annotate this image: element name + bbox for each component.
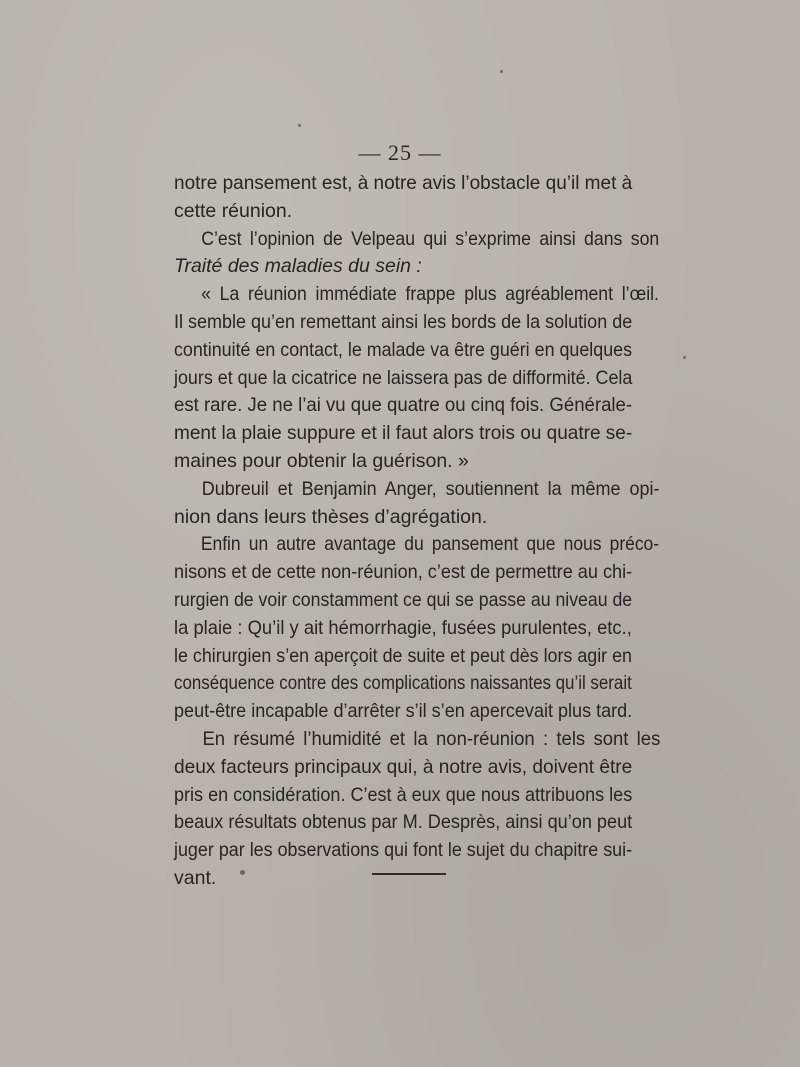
ink-speck [298,124,301,127]
quote-line: Il semble qu’en remettant ainsi les bords de la solution de [174,310,633,333]
text-line: rurgien de voir constamment ce qui se passe au niveau de [174,588,633,611]
end-rule [372,873,446,875]
text-line: deux facteurs principaux qui, à notre avis, doivent être [174,755,633,778]
text-line: nisons et de cette non-réunion, c’est de permettre au chi- [174,561,633,584]
ink-speck [500,70,503,73]
text-line: notre pansement est, à notre avis l’obstacle qu’il met à [174,172,633,194]
text-line: la plaie : Qu’il y ait hémorrhagie, fusées purulentes, etc., [174,616,632,639]
text-line: cette réunion. [174,199,293,222]
ink-speck [240,870,245,875]
quote-line: « La réunion immédiate frappe plus agréablement l’œil. [201,283,659,306]
body-text [174,170,661,893]
text-line: C’est l’opinion de Velpeau qui s’exprime ainsi dans son [201,227,660,250]
text-line: beaux résultats obtenus par M. Desprès, ainsi qu’on peut [174,811,633,834]
quote-line: continuité en contact, le malade va être guéri en quelques [174,338,632,361]
text-line: peut-être incapable d’arrêter s’il s’en apercevait plus tard. [174,700,633,723]
text-line: Dubreuil et Benjamin Anger, soutiennent la même opi- [201,477,660,500]
text-line: En résumé l’humidité et la non-réunion : tels sont les [202,727,661,750]
book-title-line: Traité des maladies du sein : [174,255,422,278]
quote-line: jours et que la cicatrice ne laissera pas de difformité. Cela [174,366,633,389]
page-number: — 25 — [358,140,442,165]
text-line: juger par les observations qui font le sujet du chapitre sui- [174,839,633,862]
text-line: conséquence contre des complications naissantes qu’il serait [174,672,632,695]
text-line: vant. [174,866,217,889]
ink-speck [683,356,686,359]
text-line: le chirurgien s’en aperçoit de suite et peut dès lors agir en [174,644,632,667]
text-line: Enfin un autre avantage du pansement que nous préco- [200,533,660,556]
quote-line: maines pour obtenir la guérison. » [174,449,469,472]
text-line: nion dans leurs thèses d’agrégation. [174,505,488,528]
quote-line: est rare. Je ne l’ai vu que quatre ou cinq fois. Générale- [174,394,633,417]
text-line: pris en considération. C’est à eux que nous attribuons les [174,783,633,806]
quote-line: ment la plaie suppure et il faut alors trois ou quatre se- [174,422,633,445]
